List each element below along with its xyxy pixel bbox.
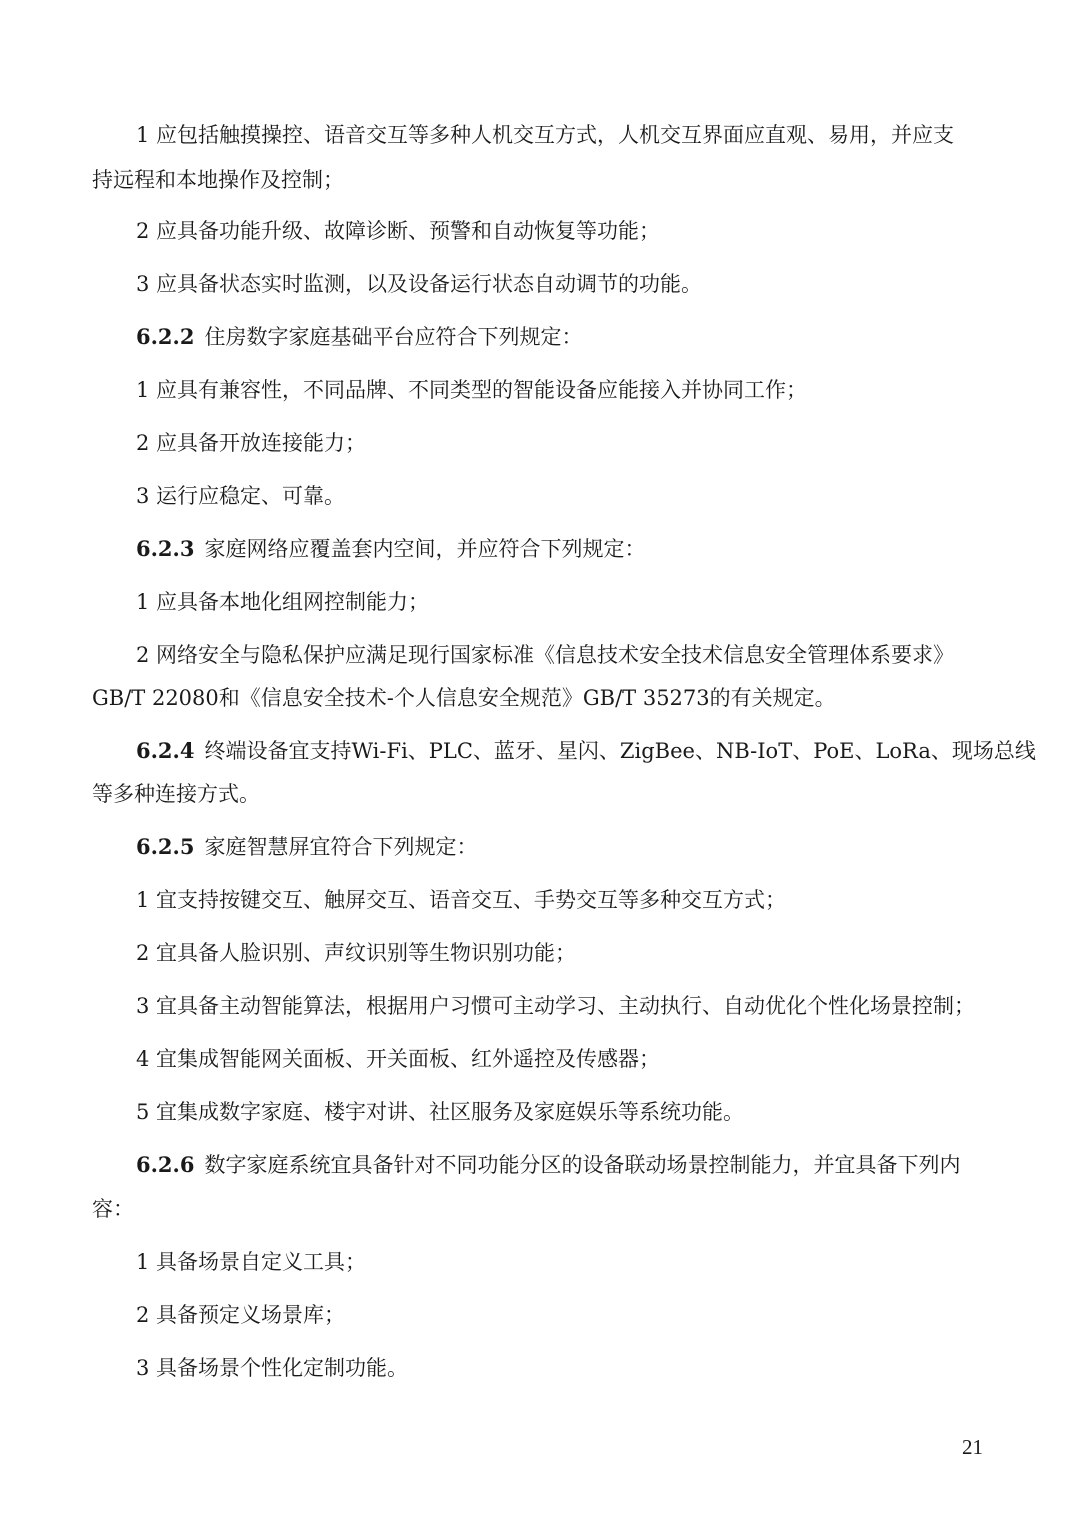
item-6-2-5-1: 1 宜支持按键交互、触屏交互、语音交互、手势交互等多种交互方式；: [136, 888, 787, 912]
item-6-2-5-5: 5 宜集成数字家庭、楼宇对讲、社区服务及家庭娱乐等系统功能。: [136, 1100, 745, 1124]
clause-text: 家庭网络应覆盖套内空间，并应符合下列规定：: [204, 537, 646, 561]
item-6-2-6-1: 1 具备场景自定义工具；: [136, 1250, 367, 1274]
clause-6-2-5: [136, 834, 1036, 860]
clause-6-2-6-cont: 容：: [92, 1197, 134, 1221]
clause-number: 6.2.2: [136, 324, 195, 349]
item-6-2-5-2: 2 宜具备人脸识别、声纹识别等生物识别功能；: [136, 941, 577, 965]
clause-6-2-4: [136, 738, 1036, 764]
item-6-2-6-2: 2 具备预定义场景库；: [136, 1303, 346, 1327]
item-6-2-1-1: 1 应包括触摸操控、语音交互等多种人机交互方式，人机交互界面应直观、易用，并应支: [136, 123, 955, 147]
page-number: 21: [962, 1435, 983, 1459]
item-6-2-1-1-cont: 持远程和本地操作及控制；: [92, 168, 344, 192]
item-6-2-5-4: 4 宜集成智能网关面板、开关面板、红外遥控及传感器；: [136, 1047, 661, 1071]
clause-number: 6.2.4: [136, 738, 195, 763]
item-6-2-6-3: 3 具备场景个性化定制功能。: [136, 1356, 409, 1380]
clause-text: 终端设备宜支持Wi-Fi、PLC、蓝牙、星闪、ZigBee、NB-IoT、PoE、LoRa、现场总线: [204, 739, 1036, 763]
item-6-2-2-2: 2 应具备开放连接能力；: [136, 431, 367, 455]
item-6-2-3-1: 1 应具备本地化组网控制能力；: [136, 590, 430, 614]
clause-6-2-4-cont: 等多种连接方式。: [92, 782, 260, 806]
item-6-2-3-2-cont: GB/T 22080和《信息安全技术-个人信息安全规范》GB/T 35273的有关规定。: [92, 686, 836, 710]
clause-text: 住房数字家庭基础平台应符合下列规定：: [204, 325, 583, 349]
item-6-2-2-3: 3 运行应稳定、可靠。: [136, 484, 346, 508]
clause-6-2-3: [136, 536, 1036, 562]
clause-number: 6.2.5: [136, 834, 195, 859]
clause-number: 6.2.3: [136, 536, 195, 561]
clause-number: 6.2.6: [136, 1152, 195, 1177]
clause-text: 数字家庭系统宜具备针对不同功能分区的设备联动场景控制能力，并宜具备下列内: [204, 1153, 961, 1177]
item-6-2-1-3: 3 应具备状态实时监测，以及设备运行状态自动调节的功能。: [136, 272, 703, 296]
clause-text: 家庭智慧屏宜符合下列规定：: [204, 835, 478, 859]
item-6-2-3-2: 2 网络安全与隐私保护应满足现行国家标准《信息技术安全技术信息安全管理体系要求》: [136, 643, 955, 667]
item-6-2-1-2: 2 应具备功能升级、故障诊断、预警和自动恢复等功能；: [136, 219, 661, 243]
clause-6-2-2: [136, 324, 1036, 350]
item-6-2-2-1: 1 应具有兼容性，不同品牌、不同类型的智能设备应能接入并协同工作；: [136, 378, 808, 402]
item-6-2-5-3: 3 宜具备主动智能算法，根据用户习惯可主动学习、主动执行、自动优化个性化场景控制；: [136, 994, 976, 1018]
clause-6-2-6: [136, 1152, 1036, 1178]
